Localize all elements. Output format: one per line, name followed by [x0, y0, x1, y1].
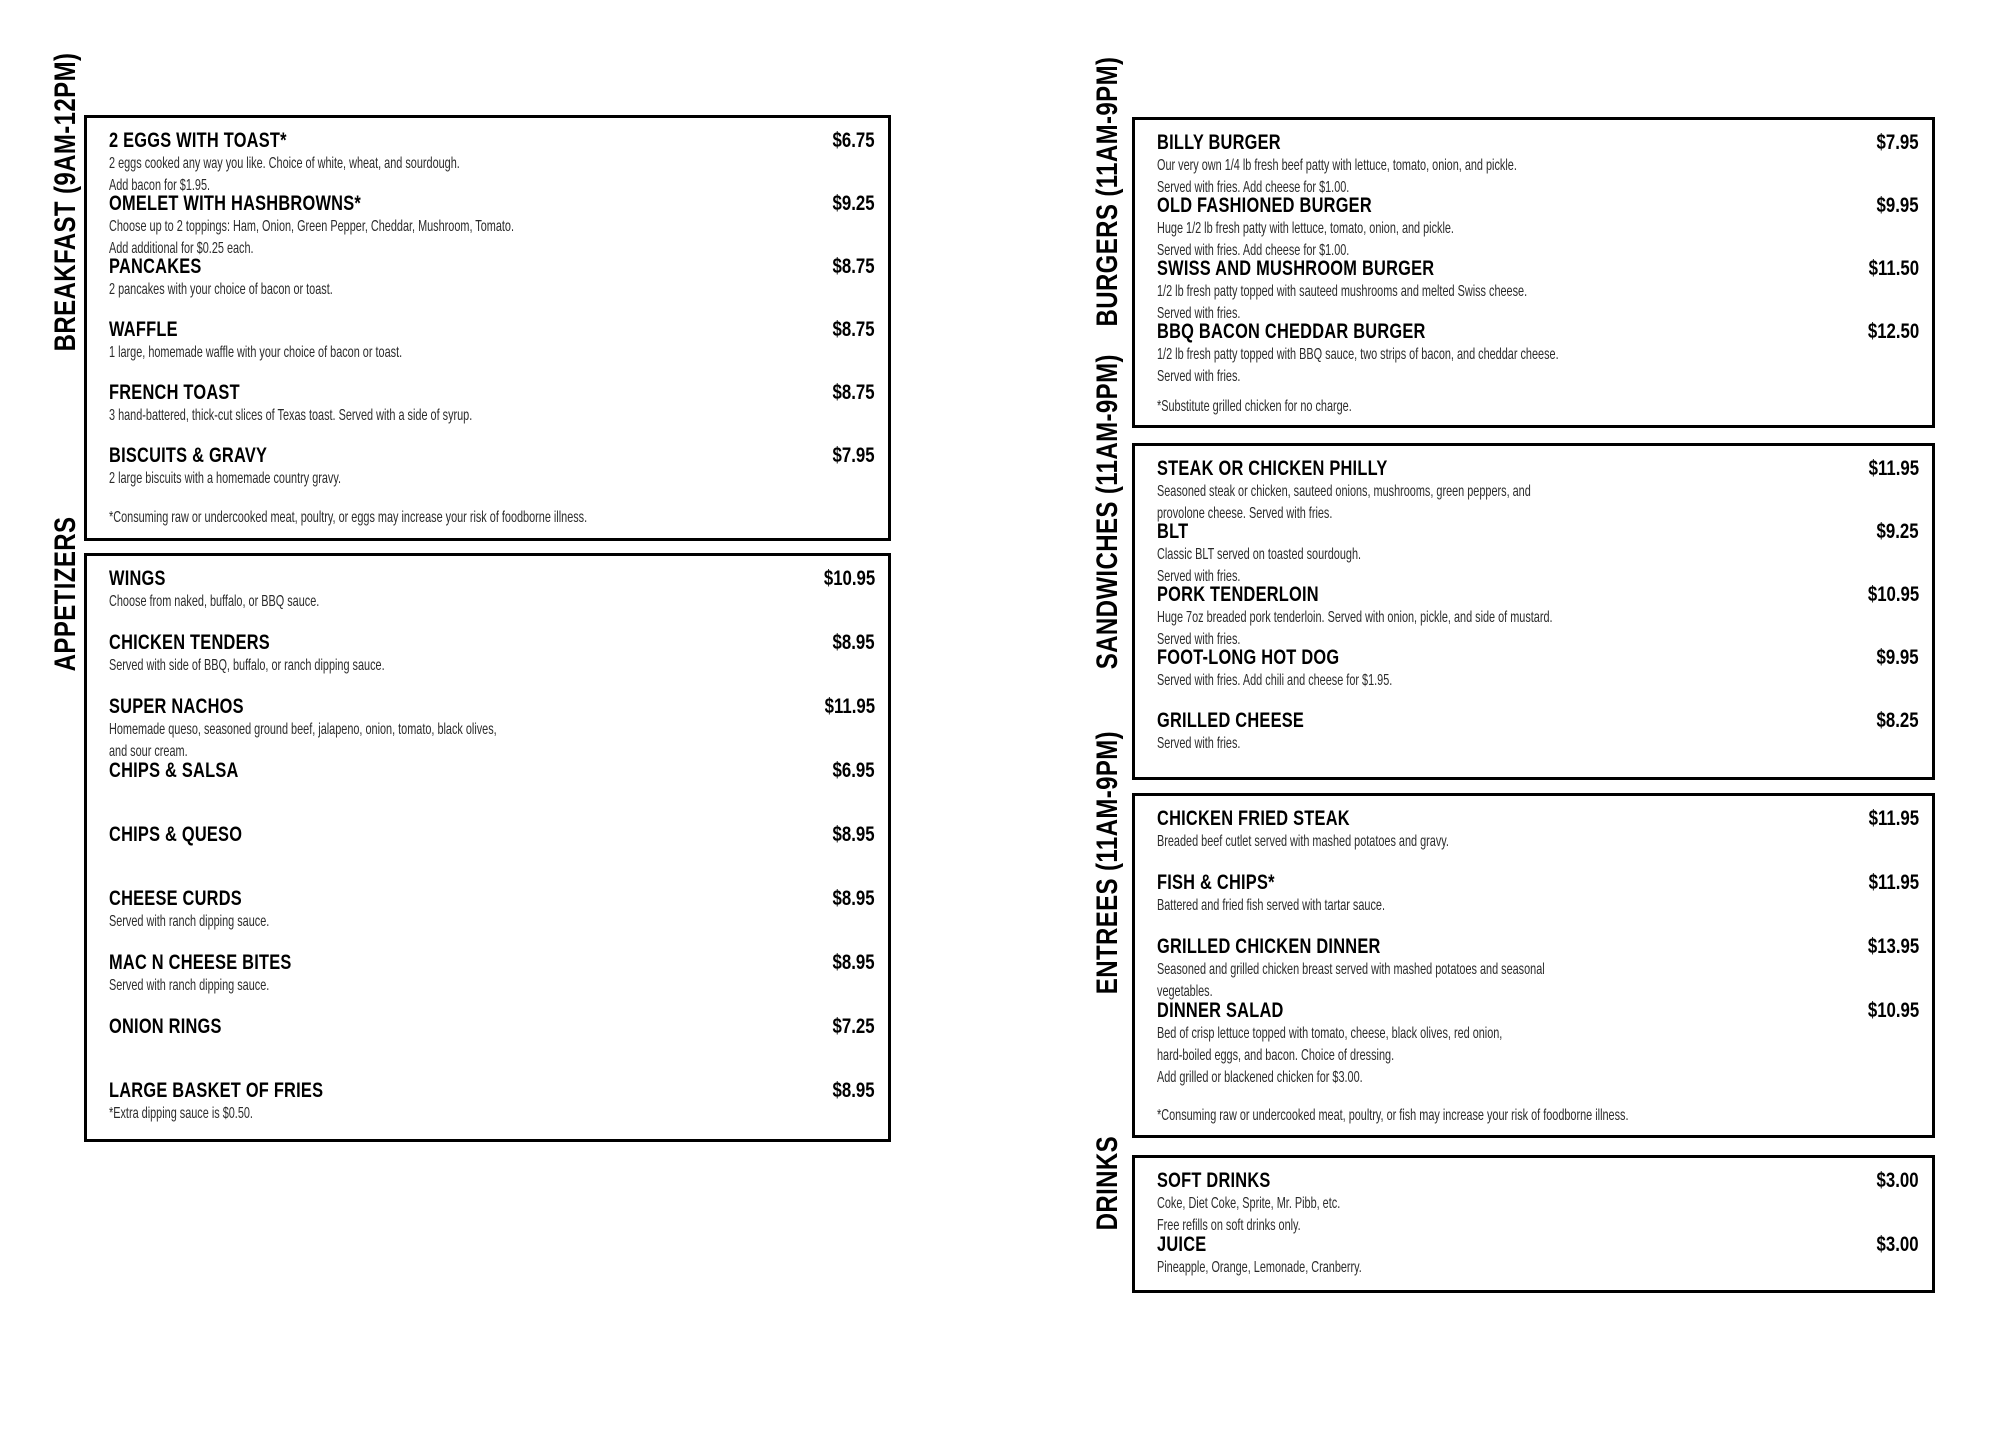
item-price: $8.95	[832, 1079, 875, 1102]
item-row	[109, 759, 875, 783]
menu-item	[109, 129, 875, 192]
item-row	[109, 192, 875, 216]
menu-item	[1157, 257, 1919, 320]
item-name: JUICE	[1157, 1233, 1207, 1256]
item-row	[1157, 194, 1919, 218]
appetizers-items	[109, 567, 875, 1143]
item-description: Homemade queso, seasoned ground beef, jalapeno, onion, tomato, black olives,	[109, 721, 497, 738]
menu-item	[1157, 520, 1919, 583]
item-description: Seasoned and grilled chicken breast served with mashed potatoes and seasonal	[1157, 961, 1545, 978]
drinks-items	[1157, 1169, 1919, 1297]
menu-item	[109, 318, 875, 381]
item-description: Huge 7oz breaded pork tenderloin. Served with onion, pickle, and side of mustard.	[1157, 609, 1553, 626]
item-description: 2 eggs cooked any way you like. Choice of white, wheat, and sourdough.	[109, 155, 460, 172]
item-price: $10.95	[1867, 583, 1919, 606]
item-row	[109, 567, 875, 591]
item-price: $9.25	[832, 192, 875, 215]
item-description: 1/2 lb fresh patty topped with BBQ sauce, two strips of bacon, and cheddar cheese.	[1157, 346, 1559, 363]
item-description: vegetables.	[1157, 983, 1213, 1000]
item-price: $8.95	[832, 823, 875, 846]
item-row	[109, 381, 875, 405]
section-label-text: DRINKS	[1091, 1135, 1124, 1231]
menu-item	[1157, 131, 1919, 194]
item-description: Our very own 1/4 lb fresh beef patty with lettuce, tomato, onion, and pickle.	[1157, 157, 1517, 174]
item-row	[1157, 320, 1919, 344]
item-description: Served with fries. Add cheese for $1.00.	[1157, 242, 1350, 259]
item-description: Coke, Diet Coke, Sprite, Mr. Pibb, etc.	[1157, 1195, 1341, 1212]
item-row	[1157, 807, 1919, 831]
entrees-footnote: *Consuming raw or undercooked meat, poultry, or fish may increase your risk of foodborne illness.	[1157, 1107, 1629, 1124]
item-price: $8.75	[832, 318, 875, 341]
section-label-text: ENTREES (11AM-9PM)	[1091, 730, 1124, 995]
sandwiches-items	[1157, 457, 1919, 772]
item-description: Choose from naked, buffalo, or BBQ sauce.	[109, 593, 320, 610]
section-burgers	[1091, 56, 1935, 428]
item-row	[109, 129, 875, 153]
item-row	[1157, 709, 1919, 733]
item-row	[109, 1079, 875, 1103]
section-label-burgers	[1091, 56, 1124, 394]
item-description: Served with ranch dipping sauce.	[109, 913, 270, 930]
menu-item	[109, 759, 875, 823]
menu-item	[109, 1079, 875, 1143]
item-name: BLT	[1157, 520, 1189, 543]
section-label-drinks	[1091, 1135, 1124, 1254]
menu-item	[109, 381, 875, 444]
item-row	[109, 255, 875, 279]
item-name: SUPER NACHOS	[109, 695, 244, 718]
item-description: 3 hand-battered, thick-cut slices of Texas toast. Served with a side of syrup.	[109, 407, 473, 424]
menu-item	[109, 1015, 875, 1079]
item-price: $11.95	[824, 695, 875, 718]
item-row	[1157, 257, 1919, 281]
item-name: CHIPS & QUESO	[109, 823, 243, 846]
item-row	[1157, 583, 1919, 607]
item-price: $9.95	[1876, 646, 1919, 669]
item-name: ONION RINGS	[109, 1015, 222, 1038]
menu-item	[1157, 583, 1919, 646]
item-name: FRENCH TOAST	[109, 381, 240, 404]
menu-item	[1157, 999, 1919, 1086]
item-name: OLD FASHIONED BURGER	[1157, 194, 1372, 217]
item-row	[1157, 457, 1919, 481]
menu-item	[1157, 1169, 1919, 1233]
menu-item	[1157, 194, 1919, 257]
menu-item	[1157, 646, 1919, 709]
item-row	[109, 695, 875, 719]
menu-item	[109, 631, 875, 695]
item-name: BISCUITS & GRAVY	[109, 444, 268, 467]
item-description: Served with fries. Add cheese for $1.00.	[1157, 179, 1350, 196]
section-label-entrees	[1091, 730, 1124, 1060]
menu-item	[109, 951, 875, 1015]
item-row	[1157, 1233, 1919, 1257]
item-price: $8.25	[1876, 709, 1919, 732]
item-name: BILLY BURGER	[1157, 131, 1281, 154]
item-description: provolone cheese. Served with fries.	[1157, 505, 1333, 522]
menu-item	[109, 887, 875, 951]
menu-item	[109, 567, 875, 631]
item-price: $11.95	[1868, 871, 1919, 894]
item-description: Free refills on soft drinks only.	[1157, 1217, 1301, 1234]
item-price: $10.95	[1867, 999, 1919, 1022]
item-description: Choose up to 2 toppings: Ham, Onion, Green Pepper, Cheddar, Mushroom, Tomato.	[109, 218, 515, 235]
item-description: Add bacon for $1.95.	[109, 177, 211, 194]
item-description: Served with fries.	[1157, 368, 1241, 385]
item-name: GRILLED CHICKEN DINNER	[1157, 935, 1381, 958]
item-name: SOFT DRINKS	[1157, 1169, 1271, 1192]
item-price: $8.95	[832, 951, 875, 974]
item-price: $9.95	[1876, 194, 1919, 217]
item-description: Served with ranch dipping sauce.	[109, 977, 270, 994]
item-price: $11.95	[1868, 807, 1919, 830]
item-price: $8.75	[832, 381, 875, 404]
item-row	[109, 631, 875, 655]
item-price: $8.75	[832, 255, 875, 278]
item-price: $7.25	[832, 1015, 875, 1038]
item-name: PANCAKES	[109, 255, 202, 278]
item-name: PORK TENDERLOIN	[1157, 583, 1319, 606]
menu-item	[1157, 1233, 1919, 1297]
menu-item	[1157, 709, 1919, 772]
item-description: Seasoned steak or chicken, sauteed onions, mushrooms, green peppers, and	[1157, 483, 1531, 500]
item-price: $7.95	[1876, 131, 1919, 154]
item-price: $11.50	[1868, 257, 1919, 280]
item-description: Pineapple, Orange, Lemonade, Cranberry.	[1157, 1259, 1362, 1276]
item-name: FISH & CHIPS*	[1157, 871, 1275, 894]
item-description: 1 large, homemade waffle with your choice of bacon or toast.	[109, 344, 403, 361]
item-name: FOOT-LONG HOT DOG	[1157, 646, 1340, 669]
item-name: LARGE BASKET OF FRIES	[109, 1079, 324, 1102]
item-description: Served with fries. Add chili and cheese for $1.95.	[1157, 672, 1393, 689]
item-name: 2 EGGS WITH TOAST*	[109, 129, 287, 152]
item-name: GRILLED CHEESE	[1157, 709, 1305, 732]
item-price: $8.95	[832, 631, 875, 654]
item-row	[1157, 131, 1919, 155]
menu-item	[1157, 320, 1919, 383]
item-row	[109, 444, 875, 468]
item-price: $13.95	[1867, 935, 1919, 958]
menu-item	[1157, 871, 1919, 935]
item-name: CHICKEN TENDERS	[109, 631, 270, 654]
section-label-text: BREAKFAST (9AM-12PM)	[49, 52, 82, 352]
item-description: Bed of crisp lettuce topped with tomato, cheese, black olives, red onion,	[1157, 1025, 1503, 1042]
breakfast-items	[109, 129, 875, 507]
item-row	[109, 823, 875, 847]
entrees-items	[1157, 807, 1919, 1086]
menu-item	[109, 192, 875, 255]
menu-item	[109, 823, 875, 887]
item-description: Breaded beef cutlet served with mashed potatoes and gravy.	[1157, 833, 1449, 850]
item-price: $11.95	[1868, 457, 1919, 480]
item-description: Served with fries.	[1157, 305, 1241, 322]
section-label-text: BURGERS (11AM-9PM)	[1091, 56, 1124, 327]
item-row	[1157, 935, 1919, 959]
item-row	[1157, 646, 1919, 670]
item-price: $9.25	[1876, 520, 1919, 543]
item-description: Served with fries.	[1157, 735, 1241, 752]
menu-item	[1157, 935, 1919, 999]
section-label-text: APPETIZERS	[49, 516, 82, 672]
item-name: STEAK OR CHICKEN PHILLY	[1157, 457, 1388, 480]
burgers-footnote: *Substitute grilled chicken for no charge.	[1157, 398, 1352, 415]
item-price: $7.95	[832, 444, 875, 467]
item-description: Huge 1/2 lb fresh patty with lettuce, tomato, onion, and pickle.	[1157, 220, 1454, 237]
section-breakfast	[49, 52, 891, 541]
item-price: $8.95	[832, 887, 875, 910]
item-price: $6.95	[832, 759, 875, 782]
item-name: WINGS	[109, 567, 166, 590]
item-description: 2 large biscuits with a homemade country gravy.	[109, 470, 342, 487]
item-description: Add additional for $0.25 each.	[109, 240, 254, 257]
item-description: 2 pancakes with your choice of bacon or toast.	[109, 281, 333, 298]
breakfast-footnote: *Consuming raw or undercooked meat, poultry, or eggs may increase your risk of foodborne illness.	[109, 509, 588, 526]
item-description: Battered and fried fish served with tartar sauce.	[1157, 897, 1385, 914]
item-row	[109, 1015, 875, 1039]
menu-item	[1157, 457, 1919, 520]
item-price: $10.95	[823, 567, 875, 590]
item-row	[109, 318, 875, 342]
item-description: Served with fries.	[1157, 631, 1241, 648]
section-label-sandwiches	[1091, 354, 1124, 748]
section-label-text: SANDWICHES (11AM-9PM)	[1091, 354, 1124, 670]
menu-item	[109, 444, 875, 507]
item-name: WAFFLE	[109, 318, 178, 341]
item-price: $6.75	[832, 129, 875, 152]
item-row	[1157, 871, 1919, 895]
section-label-breakfast	[49, 52, 82, 426]
item-price: $3.00	[1876, 1233, 1919, 1256]
item-row	[109, 887, 875, 911]
item-description: *Extra dipping sauce is $0.50.	[109, 1105, 253, 1122]
item-description: Classic BLT served on toasted sourdough.	[1157, 546, 1362, 563]
item-row	[1157, 999, 1919, 1023]
item-description: 1/2 lb fresh patty topped with sauteed mushrooms and melted Swiss cheese.	[1157, 283, 1528, 300]
item-name: CHICKEN FRIED STEAK	[1157, 807, 1350, 830]
item-description: Add grilled or blackened chicken for $3.00.	[1157, 1069, 1363, 1086]
item-description: hard-boiled eggs, and bacon. Choice of dressing.	[1157, 1047, 1395, 1064]
item-row	[109, 951, 875, 975]
item-name: DINNER SALAD	[1157, 999, 1284, 1022]
section-drinks	[1091, 1135, 1935, 1293]
item-name: BBQ BACON CHEDDAR BURGER	[1157, 320, 1426, 343]
section-label-appetizers	[49, 516, 82, 710]
item-name: CHEESE CURDS	[109, 887, 242, 910]
item-description: Served with fries.	[1157, 568, 1241, 585]
item-description: and sour cream.	[109, 743, 188, 760]
menu-item	[109, 695, 875, 759]
menu-item	[1157, 807, 1919, 871]
burgers-items	[1157, 131, 1919, 383]
menu-item	[109, 255, 875, 318]
item-name: SWISS AND MUSHROOM BURGER	[1157, 257, 1435, 280]
item-description: Served with side of BBQ, buffalo, or ranch dipping sauce.	[109, 657, 385, 674]
item-row	[1157, 520, 1919, 544]
item-name: MAC N CHEESE BITES	[109, 951, 292, 974]
item-price: $3.00	[1876, 1169, 1919, 1192]
item-name: CHIPS & SALSA	[109, 759, 239, 782]
item-row	[1157, 1169, 1919, 1193]
item-price: $12.50	[1867, 320, 1919, 343]
item-name: OMELET WITH HASHBROWNS*	[109, 192, 361, 215]
